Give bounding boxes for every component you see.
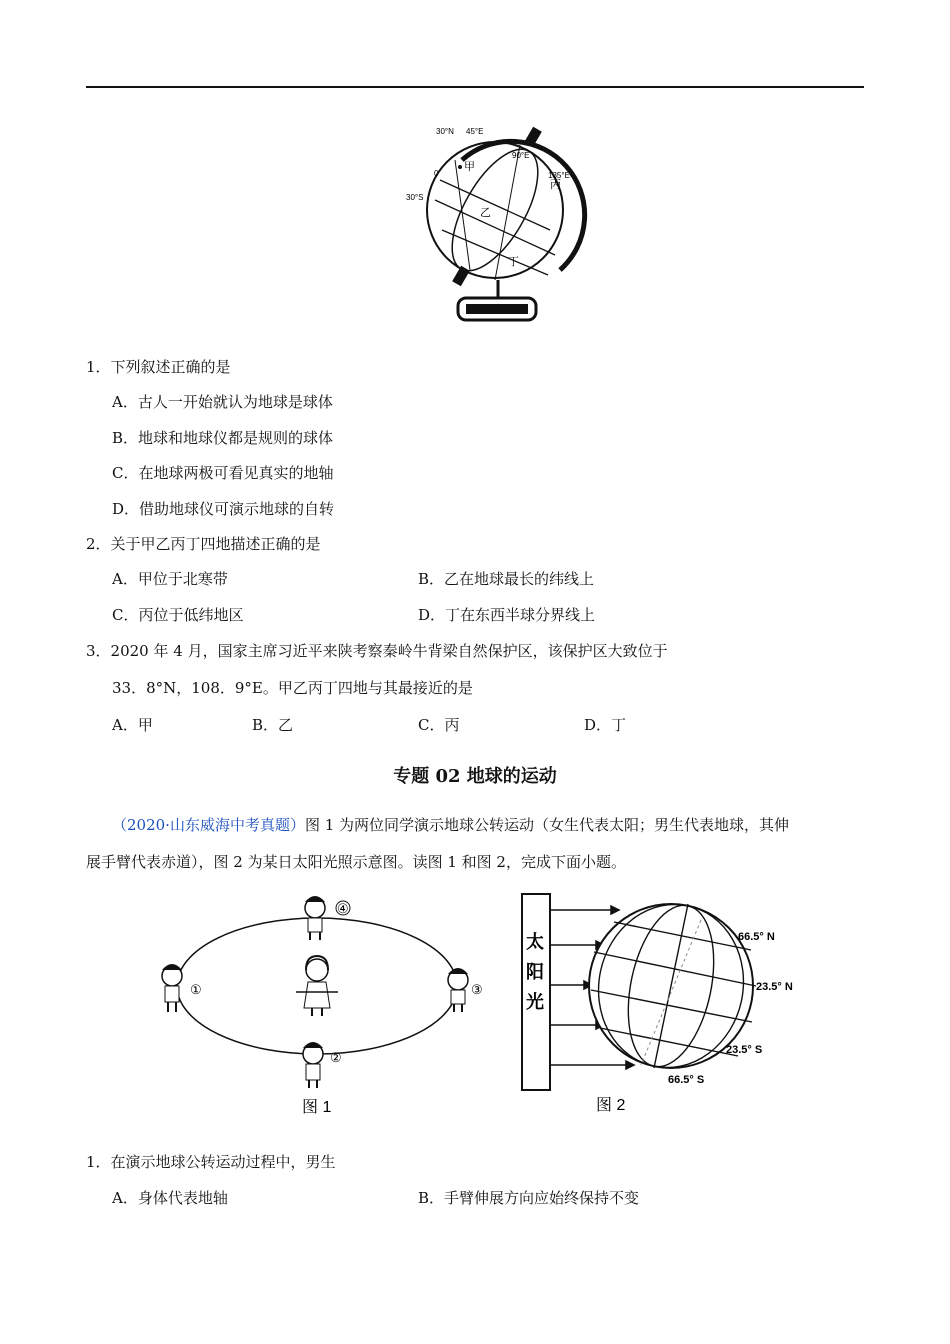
q1-option-c: C．在地球两极可看见真实的地轴 bbox=[112, 464, 334, 482]
s2-q1-stem: 1．在演示地球公转运动过程中，男生 bbox=[86, 1153, 336, 1171]
q1-option-a: A．古人一开始就认为地球是球体 bbox=[112, 393, 333, 411]
boy-3 bbox=[448, 968, 483, 1012]
label-0: 0 bbox=[434, 169, 439, 178]
q3-option-b: B．乙 bbox=[252, 716, 294, 734]
q3-option-d: D．丁 bbox=[584, 716, 627, 734]
place-bing: 丙 bbox=[550, 178, 561, 191]
label-135e: 135°E bbox=[548, 171, 570, 180]
fig2-caption: 图 2 bbox=[596, 1097, 626, 1114]
q3-stem-line2: 33．8°N，108．9°E。甲乙丙丁四地与其最接近的是 bbox=[112, 679, 473, 697]
label-45e: 45°E bbox=[466, 127, 484, 136]
place-yi: 乙 bbox=[480, 206, 491, 219]
intro-line1 bbox=[86, 815, 866, 835]
q3-option-c: C．丙 bbox=[418, 716, 460, 734]
figure-2-sunlight bbox=[516, 890, 816, 1120]
q2-option-d: D．丁在东西半球分界线上 bbox=[418, 606, 596, 624]
lat-23s: 23.5° S bbox=[726, 1044, 763, 1056]
label-90e: 90°E bbox=[512, 151, 530, 160]
q3-option-a: A．甲 bbox=[112, 716, 153, 734]
q2-stem: 2．关于甲乙丙丁四地描述正确的是 bbox=[86, 535, 321, 553]
num-3: ③ bbox=[471, 983, 483, 998]
q2-option-b: B．乙在地球最长的纬线上 bbox=[418, 570, 595, 588]
label-30n: 30°N bbox=[436, 127, 454, 136]
s2-q1-option-a: A．身体代表地轴 bbox=[112, 1189, 228, 1207]
place-jia: 甲 bbox=[464, 160, 475, 173]
fig1-caption: 图 1 bbox=[302, 1099, 332, 1116]
sun-char-1: 太 bbox=[526, 932, 544, 953]
s2-q1-option-b: B．手臂伸展方向应始终保持不变 bbox=[418, 1189, 640, 1207]
header-rule bbox=[86, 86, 864, 88]
num-2: ② bbox=[330, 1051, 342, 1066]
lat-66s: 66.5° S bbox=[668, 1074, 705, 1086]
figure-1-orbit bbox=[140, 890, 510, 1120]
sun-char-3: 光 bbox=[526, 992, 544, 1013]
num-1: ① bbox=[190, 983, 202, 998]
label-30s: 30°S bbox=[406, 193, 424, 202]
intro-line2: 展手臂代表赤道），图 2 为某日太阳光照示意图。读图 1 和图 2，完成下面小题。 bbox=[86, 853, 626, 871]
q1-option-d: D．借助地球仪可演示地球的自转 bbox=[112, 500, 335, 518]
boy-2 bbox=[303, 1042, 342, 1088]
num-4: ④ bbox=[337, 902, 349, 917]
lat-23n: 23.5° N bbox=[756, 981, 793, 993]
q2-option-c: C．丙位于低纬地区 bbox=[112, 606, 244, 624]
section-title: 专题 02 地球的运动 bbox=[393, 766, 557, 787]
lat-66n: 66.5° N bbox=[738, 931, 775, 943]
place-ding: 丁 bbox=[508, 255, 519, 268]
source-tag: （2020·山东威海中考真题） bbox=[112, 816, 305, 834]
sun-char-2: 阳 bbox=[526, 962, 544, 983]
q1-stem: 1．下列叙述正确的是 bbox=[86, 358, 231, 376]
q2-option-a: A．甲位于北寒带 bbox=[112, 570, 228, 588]
globe-figure bbox=[400, 120, 590, 325]
intro-text1: 图 1 为两位同学演示地球公转运动（女生代表太阳；男生代表地球，其伸 bbox=[304, 816, 790, 834]
q1-option-b: B．地球和地球仪都是规则的球体 bbox=[112, 429, 334, 447]
girl-sun bbox=[296, 956, 338, 1016]
q3-stem-line1: 3．2020 年 4 月，国家主席习近平来陕考察秦岭牛背梁自然保护区，该保护区大致位于 bbox=[86, 642, 668, 660]
